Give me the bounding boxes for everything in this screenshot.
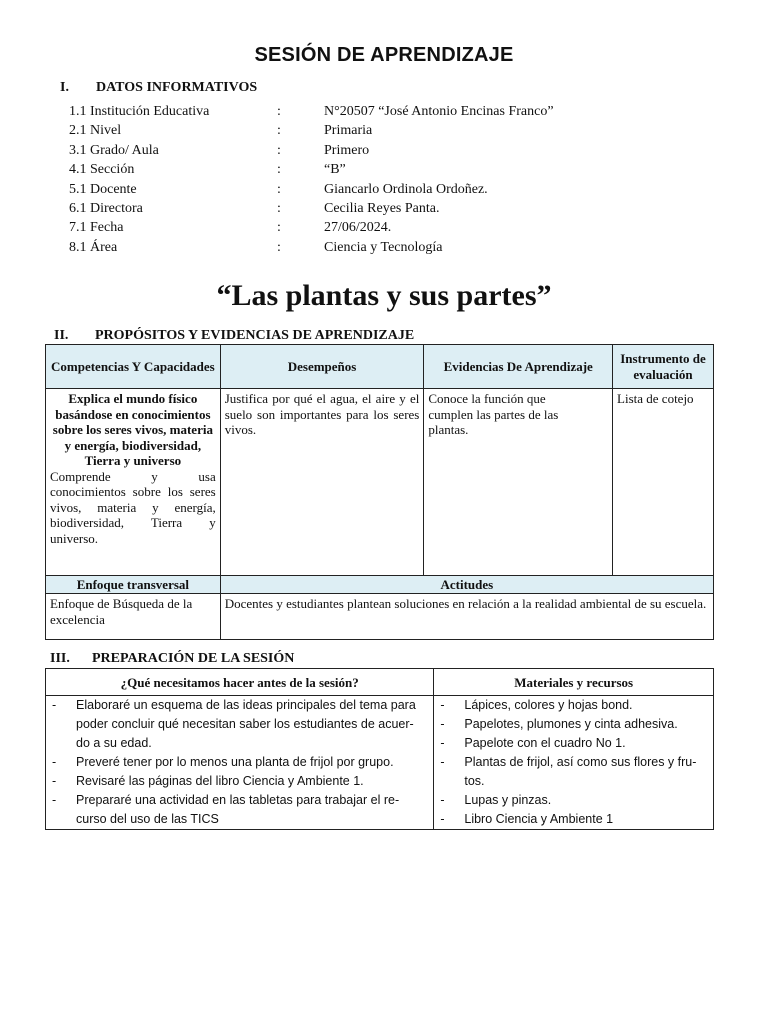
cell-materiales <box>434 696 714 830</box>
bullet-dash: - <box>440 717 445 731</box>
list-item-text: Elaboraré un esquema de las ideas principales del tema para poder concluir qué necesitan saber los estudiantes de acuer-do a su edad. <box>76 698 416 750</box>
bullet-dash: - <box>440 698 445 712</box>
info-colon: : <box>277 220 281 236</box>
list-item <box>440 696 707 715</box>
header-antes: ¿Qué necesitamos hacer antes de la sesión? <box>46 669 434 696</box>
capacidad-text: Comprende y usa conocimientos sobre los seres vivos, materia y energía, biodiversidad, Tierra y universo. <box>50 468 216 546</box>
info-label: 4.1 Sección <box>69 162 135 178</box>
bullet-dash: - <box>52 793 57 807</box>
info-label: 8.1 Área <box>69 239 118 255</box>
list-item <box>440 753 707 791</box>
materiales-list <box>440 696 707 829</box>
enfoque-row <box>46 594 714 640</box>
section2-number: II. <box>54 328 69 343</box>
document-title: SESIÓN DE APRENDIZAJE <box>254 44 514 66</box>
header-actitudes: Actitudes <box>220 576 713 594</box>
list-item <box>440 791 707 810</box>
list-item-text: Plantas de frijol, así como sus flores y fru-tos. <box>464 755 697 788</box>
section2-heading <box>54 328 414 344</box>
purposes-table <box>45 344 714 640</box>
list-item-text: Papelotes, plumones y cinta adhesiva. <box>464 717 678 731</box>
info-label: 1.1 Institución Educativa <box>69 104 210 119</box>
section2-title: PROPÓSITOS Y EVIDENCIAS DE APRENDIZAJE <box>95 328 415 343</box>
info-colon: : <box>277 181 281 197</box>
list-item-text: Libro Ciencia y Ambiente 1 <box>464 812 614 826</box>
list-item <box>440 810 707 829</box>
list-item <box>440 734 707 753</box>
preparation-header-row <box>46 669 714 696</box>
bullet-dash: - <box>52 774 57 788</box>
info-colon: : <box>277 162 281 178</box>
section1-title: DATOS INFORMATIVOS <box>96 80 258 95</box>
preparation-table <box>45 668 714 830</box>
info-label: 6.1 Directora <box>69 201 143 216</box>
enfoque-header-row <box>46 576 714 594</box>
info-value: N°20507 “José Antonio Encinas Franco” <box>324 104 554 119</box>
bullet-dash: - <box>440 812 445 826</box>
info-value: Cecilia Reyes Panta. <box>324 201 440 216</box>
header-materiales: Materiales y recursos <box>434 669 714 696</box>
section3-title: PREPARACIÓN DE LA SESIÓN <box>92 651 295 666</box>
list-item <box>52 791 427 829</box>
list-item <box>52 772 427 791</box>
list-item <box>52 753 427 772</box>
info-value: “B” <box>324 162 346 178</box>
bullet-dash: - <box>440 755 445 769</box>
preparation-row <box>46 696 714 830</box>
info-value: Giancarlo Ordinola Ordoñez. <box>324 181 488 197</box>
info-value: Ciencia y Tecnología <box>324 239 443 255</box>
cell-actitud: Docentes y estudiantes plantean soluciones en relación a la realidad ambiental de su escuela. <box>220 594 713 640</box>
list-item-text: Revisaré las páginas del libro Ciencia y Ambiente 1. <box>76 774 364 788</box>
info-label: 7.1 Fecha <box>69 220 124 236</box>
info-colon: : <box>277 239 281 255</box>
info-label: 5.1 Docente <box>69 181 137 197</box>
header-enfoque: Enfoque transversal <box>46 576 221 594</box>
competencia-text: Explica el mundo físico basándose en conocimientos sobre los seres vivos, materia y energía, biodiversidad, Tierra y universo <box>52 391 213 468</box>
section1-number: I. <box>60 80 69 95</box>
info-label: 3.1 Grado/ Aula <box>69 142 159 158</box>
info-value: 27/06/2024. <box>324 220 392 236</box>
bullet-dash: - <box>440 793 445 807</box>
list-item-text: Papelote con el cuadro No 1. <box>464 736 626 750</box>
bullet-dash: - <box>52 755 57 769</box>
lesson-title: “Las plantas y sus partes” <box>216 279 552 312</box>
list-item <box>440 715 707 734</box>
header-instrumento: Instrumento de evaluación <box>613 345 714 389</box>
header-desempenos: Desempeños <box>220 345 424 389</box>
info-colon: : <box>277 104 281 119</box>
cell-enfoque: Enfoque de Búsqueda de la excelencia <box>46 594 221 640</box>
info-value: Primero <box>324 142 370 158</box>
bullet-dash: - <box>52 698 57 712</box>
list-item-text: Lápices, colores y hojas bond. <box>464 698 633 712</box>
list-item-text: Lupas y pinzas. <box>464 793 552 807</box>
antes-list <box>52 696 427 829</box>
cell-competencias <box>46 389 221 576</box>
list-item-text: Preveré tener por lo menos una planta de frijol por grupo. <box>76 755 394 769</box>
section3-number: III. <box>50 651 70 666</box>
section1-heading <box>60 80 257 96</box>
bullet-dash: - <box>440 736 445 750</box>
info-label: 2.1 Nivel <box>69 123 122 139</box>
info-colon: : <box>277 201 281 216</box>
list-item-text: Prepararé una actividad en las tabletas para trabajar el re-curso del uso de las TICS <box>76 793 400 826</box>
info-colon: : <box>277 142 281 158</box>
cell-evidencia: Conoce la función que cumplen las partes de las plantas. <box>424 389 613 576</box>
purposes-row <box>46 389 714 576</box>
info-value: Primaria <box>324 123 373 139</box>
cell-antes <box>46 696 434 830</box>
cell-instrumento: Lista de cotejo <box>613 389 714 576</box>
list-item <box>52 696 427 753</box>
section3-heading <box>50 651 294 667</box>
purposes-header-row <box>46 345 714 389</box>
info-colon: : <box>277 123 281 139</box>
header-competencias: Competencias Y Capacidades <box>46 345 221 389</box>
header-evidencias: Evidencias De Aprendizaje <box>424 345 613 389</box>
cell-desempeno: Justifica por qué el agua, el aire y el suelo son importantes para los seres vivos. <box>220 389 424 576</box>
